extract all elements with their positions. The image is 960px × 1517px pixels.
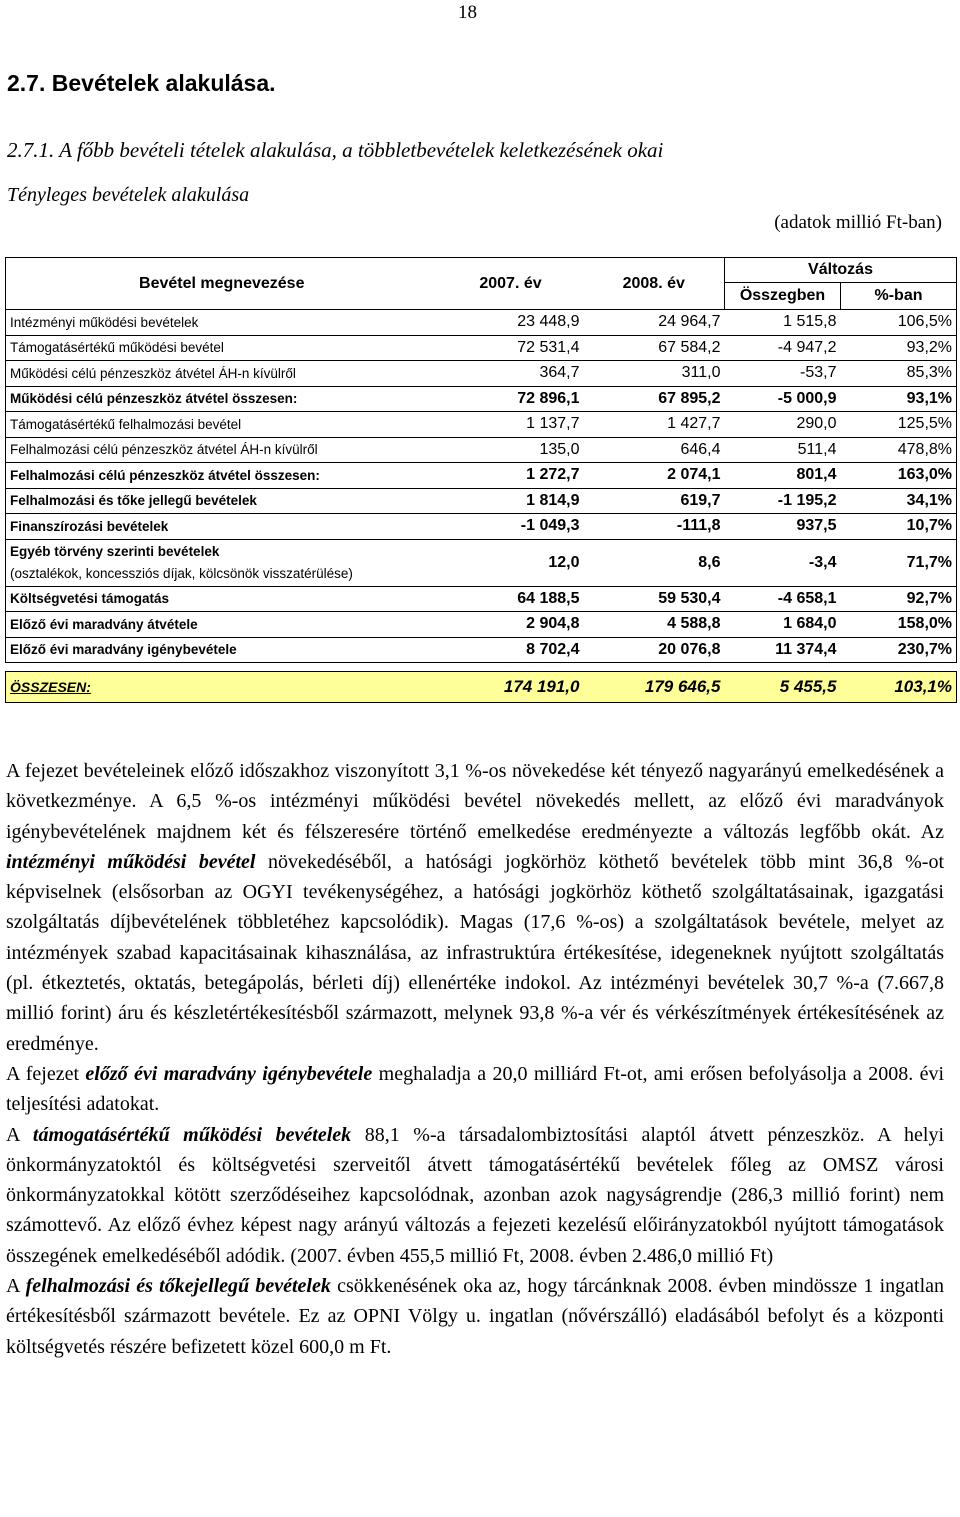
cell-2008: 24 964,7 xyxy=(584,310,725,336)
cell-2008: -111,8 xyxy=(584,514,725,540)
total-2008: 179 646,5 xyxy=(584,672,725,703)
row-label xyxy=(6,539,438,586)
table-row xyxy=(6,514,957,540)
row-label: Felhalmozási célú pénzeszköz átvétel ÁH-n kívülről xyxy=(6,437,438,463)
revenue-table xyxy=(5,257,957,703)
cell-2007: 364,7 xyxy=(438,361,584,387)
cell-2007: 1 137,7 xyxy=(438,412,584,438)
paragraph xyxy=(6,756,944,1059)
cell-2007: 1 272,7 xyxy=(438,463,584,489)
table-row xyxy=(6,612,957,638)
table-row xyxy=(6,437,957,463)
header-name: Bevétel megnevezése xyxy=(6,258,438,310)
cell-change-pct: 71,7% xyxy=(841,539,957,586)
cell-2007: 23 448,9 xyxy=(438,310,584,336)
cell-change-amount: 290,0 xyxy=(725,412,841,438)
header-2007: 2007. év xyxy=(438,258,584,310)
total-change-pct: 103,1% xyxy=(841,672,957,703)
cell-2007: 12,0 xyxy=(438,539,584,586)
cell-2008: 67 584,2 xyxy=(584,335,725,361)
cell-change-pct: 92,7% xyxy=(841,586,957,612)
cell-change-amount: -53,7 xyxy=(725,361,841,387)
cell-2008: 4 588,8 xyxy=(584,612,725,638)
table-row xyxy=(6,335,957,361)
cell-2008: 1 427,7 xyxy=(584,412,725,438)
cell-change-pct: 85,3% xyxy=(841,361,957,387)
cell-change-pct: 93,1% xyxy=(841,386,957,412)
text-run: növekedéséből, a hatósági jogkörhöz köthető bevételek több mint 36,8 %-ot képviselnek (elsősorban az OGYI tevékenységéhez, a hatósági jogkörhöz köthető szolgáltatásainak, igazgatási szolgáltatás díjbevételének többletéhez kapcsolódik). Magas (17,6 %-os) a szolgáltatások bevétele, melyet az intézmények szabad kapacitásainak kihasználása, az infrastruktúra értékesítése, idegeneknek nyújtott szolgáltatás (pl. étkeztetés, oktatás, betegápolás, bérleti díj) ellenértéke indokol. Az intézményi bevételek 30,7 %-a (7.667,8 millió forint) áru és készletértékesítésből származott, melynek 93,8 %-a vér és vérkészítmények értékesítésének az eredménye. xyxy=(6,850,945,1055)
emphasis: felhalmozási és tőkejellegű bevételek xyxy=(25,1275,331,1298)
table-row xyxy=(6,539,957,586)
emphasis: támogatásértékű működési bevételek xyxy=(32,1123,352,1146)
table-row xyxy=(6,586,957,612)
emphasis: előző évi maradvány igénybevétele xyxy=(85,1062,373,1085)
emphasis: intézményi működési bevétel xyxy=(6,850,256,873)
cell-2008: 20 076,8 xyxy=(584,637,725,663)
cell-change-amount: 801,4 xyxy=(725,463,841,489)
text-run: A xyxy=(6,1275,26,1298)
cell-change-amount: 11 374,4 xyxy=(725,637,841,663)
table-row xyxy=(6,412,957,438)
section-title: 2.7. Bevételek alakulása. xyxy=(7,70,276,96)
cell-change-amount: -1 195,2 xyxy=(725,488,841,514)
unit-note: (adatok millió Ft-ban) xyxy=(774,212,942,233)
table-spacer-row xyxy=(6,663,957,672)
header-change-amount: Összegben xyxy=(725,283,841,310)
cell-2008: 8,6 xyxy=(584,539,725,586)
row-label: Előző évi maradvány átvétele xyxy=(6,612,438,638)
cell-2008: 646,4 xyxy=(584,437,725,463)
cell-change-pct: 230,7% xyxy=(841,637,957,663)
cell-2008: 619,7 xyxy=(584,488,725,514)
header-change-pct: %-ban xyxy=(841,283,957,310)
cell-change-amount: 511,4 xyxy=(725,437,841,463)
cell-2007: 72 531,4 xyxy=(438,335,584,361)
cell-change-amount: 1 515,8 xyxy=(725,310,841,336)
cell-change-amount: 937,5 xyxy=(725,514,841,540)
cell-change-amount: 1 684,0 xyxy=(725,612,841,638)
cell-2007: 8 702,4 xyxy=(438,637,584,663)
header-2008: 2008. év xyxy=(584,258,725,310)
row-label: Költségvetési támogatás xyxy=(6,586,438,612)
table-row xyxy=(6,361,957,387)
body-text xyxy=(6,756,944,1362)
total-2007: 174 191,0 xyxy=(438,672,584,703)
row-label: Felhalmozási célú pénzeszköz átvétel összesen: xyxy=(6,463,438,489)
row-label: Felhalmozási és tőke jellegű bevételek xyxy=(6,488,438,514)
subsection-title: 2.7.1. A főbb bevételi tételek alakulása, a többletbevételek keletkezésének okai xyxy=(7,138,664,162)
cell-change-pct: 125,5% xyxy=(841,412,957,438)
table-row xyxy=(6,637,957,663)
paragraph xyxy=(6,1271,944,1362)
cell-2008: 2 074,1 xyxy=(584,463,725,489)
cell-change-amount: -4 658,1 xyxy=(725,586,841,612)
table-total-row xyxy=(6,672,957,703)
cell-change-pct: 34,1% xyxy=(841,488,957,514)
cell-change-amount: -4 947,2 xyxy=(725,335,841,361)
row-label: Intézményi működési bevételek xyxy=(6,310,438,336)
table-row xyxy=(6,310,957,336)
table-subheading: Tényleges bevételek alakulása xyxy=(7,184,250,206)
cell-change-amount: -3,4 xyxy=(725,539,841,586)
row-label: Finanszírozási bevételek xyxy=(6,514,438,540)
cell-2007: 64 188,5 xyxy=(438,586,584,612)
cell-change-pct: 163,0% xyxy=(841,463,957,489)
cell-2007: 2 904,8 xyxy=(438,612,584,638)
page-number: 18 xyxy=(458,2,477,23)
paragraph xyxy=(6,1059,944,1120)
row-label: Előző évi maradvány igénybevétele xyxy=(6,637,438,663)
row-label: Működési célú pénzeszköz átvétel összesen: xyxy=(6,386,438,412)
table-row xyxy=(6,488,957,514)
total-label: ÖSSZESEN: xyxy=(6,672,438,703)
cell-2008: 59 530,4 xyxy=(584,586,725,612)
cell-change-pct: 106,5% xyxy=(841,310,957,336)
table-row xyxy=(6,386,957,412)
row-label: Támogatásértékű felhalmozási bevétel xyxy=(6,412,438,438)
cell-2007: 1 814,9 xyxy=(438,488,584,514)
text-run: csökkenésének oka az, hogy tárcánknak 2008. évben mindössze 1 ingatlan értékesítésből származott bevétele. Ez az OPNI Völgy u. ingatlan (nővérszálló) eladásából befolyt és a központi költségvetés részére befizetett közel 600,0 m Ft. xyxy=(6,1275,945,1358)
row-label: Támogatásértékű működési bevétel xyxy=(6,335,438,361)
text-run: 88,1 %-a társadalombiztosítási alaptól átvett pénzeszköz. A helyi önkormányzatoktól és költségvetési szerveitől átvett támogatásértékű bevételek főleg az OMSZ városi önkormányzatokkal kötött szerződéseihez kapcsolódnak, azonban azok nagyságrendje (286,3 millió forint) nem számottevő. Az előző évhez képest nagy arányú változás a fejezeti kezelésű előirányzatokból nyújtott támogatások összegének emelkedéséből adódik. (2007. évben 455,5 millió Ft, 2008. évben 2.486,0 millió Ft) xyxy=(6,1123,944,1267)
cell-2007: 72 896,1 xyxy=(438,386,584,412)
cell-change-pct: 93,2% xyxy=(841,335,957,361)
cell-2007: 135,0 xyxy=(438,437,584,463)
cell-change-pct: 158,0% xyxy=(841,612,957,638)
cell-2007: -1 049,3 xyxy=(438,514,584,540)
cell-2008: 67 895,2 xyxy=(584,386,725,412)
cell-change-pct: 10,7% xyxy=(841,514,957,540)
text-run: A fejezet bevételeinek előző időszakhoz viszonyított 3,1 %-os növekedése két tényező nagyarányú emelkedésének a következménye. A 6,5 %-os intézményi működési bevétel növekedés mellett, az előző évi maradványok igénybevételének majdnem két és félszeresére történő emelkedése eredményezte a változás legfőbb okát. Az xyxy=(6,760,944,843)
total-change-amount: 5 455,5 xyxy=(725,672,841,703)
text-run: meghaladja a 20,0 milliárd Ft-ot, ami erősen befolyásolja a 2008. évi teljesítési adatokat. xyxy=(6,1062,945,1116)
row-label-main: Egyéb törvény szerinti bevételek xyxy=(10,543,220,559)
cell-change-amount: -5 000,9 xyxy=(725,386,841,412)
text-run: A xyxy=(6,1123,33,1146)
table-row xyxy=(6,463,957,489)
cell-change-pct: 478,8% xyxy=(841,437,957,463)
cell-2008: 311,0 xyxy=(584,361,725,387)
paragraph xyxy=(6,1120,944,1271)
row-label: Működési célú pénzeszköz átvétel ÁH-n kívülről xyxy=(6,361,438,387)
text-run: A fejezet xyxy=(6,1062,86,1085)
row-label-note: (osztalékok, koncessziós díjak, kölcsönök visszatérülése) xyxy=(10,565,353,581)
header-change: Változás xyxy=(725,258,957,283)
